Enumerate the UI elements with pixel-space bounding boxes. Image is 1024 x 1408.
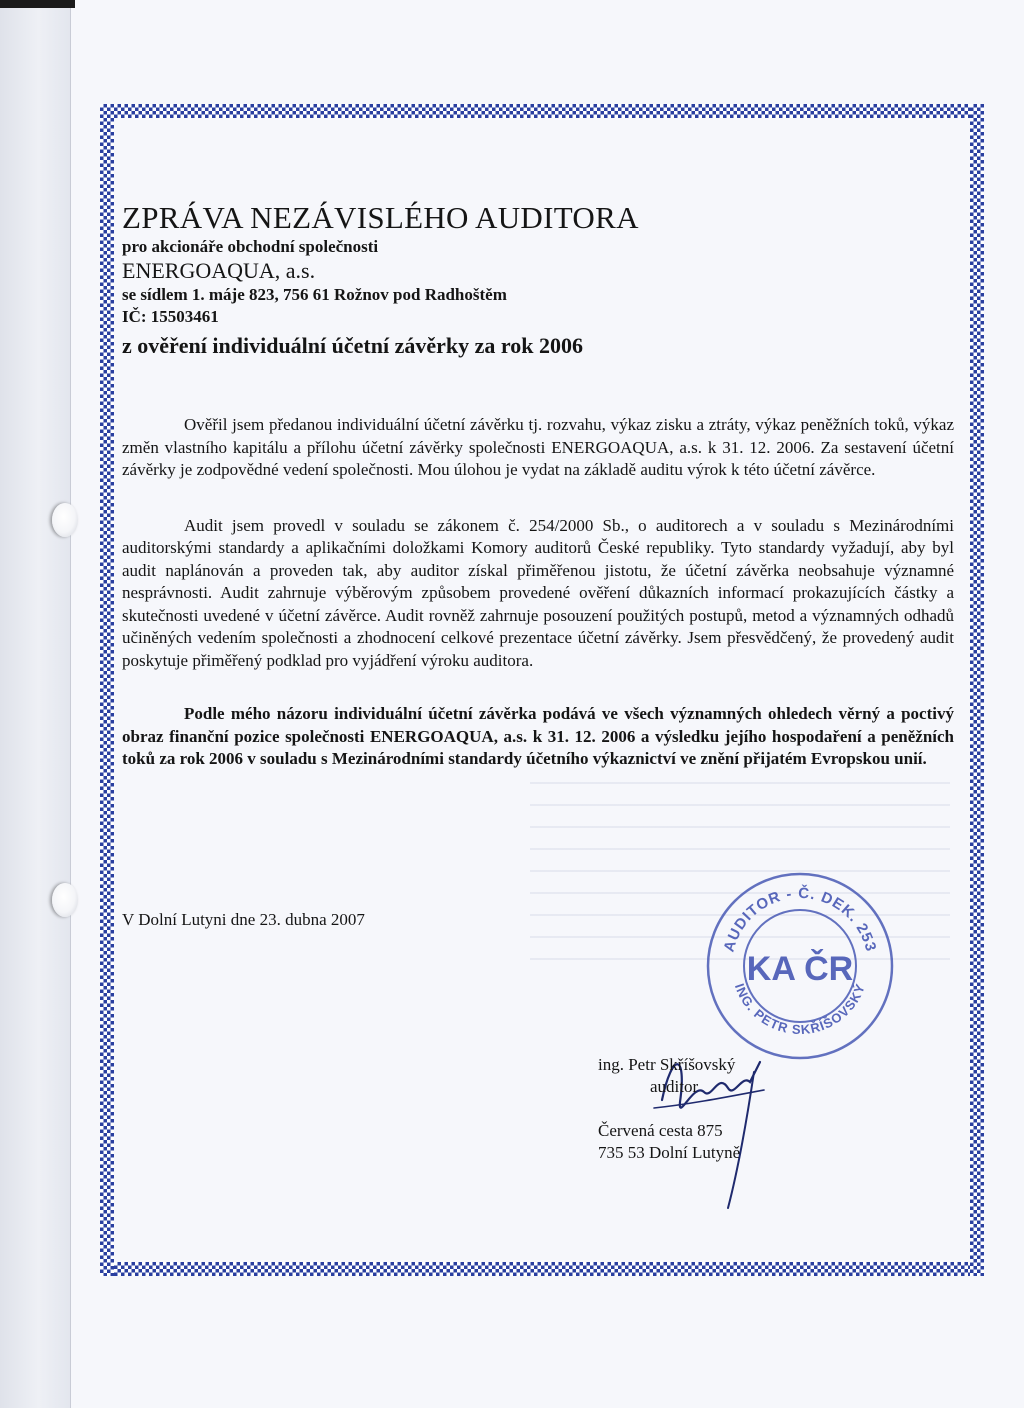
border-right <box>970 104 984 1276</box>
stamp-top-text: AUDITOR - Č. DEK. 253 <box>720 884 880 954</box>
border-left <box>100 104 114 1276</box>
paragraph-opinion: Podle mého názoru individuální účetní závěrka podává ve všech významných ohledech věrný a poctivý obraz finanční pozice společnosti ENERGOAQUA, a.s. k 31. 12. 2006 a výsledku jejího hospodaření a peněžních toků za rok 2006 v souladu s Mezinárodními standardy účetního výkaznictví ve znění přijatém Evropskou unií. <box>122 704 954 768</box>
recipient-line: pro akcionáře obchodní společnosti <box>122 237 379 256</box>
signatory-name: ing. Petr Skříšovský <box>598 1055 736 1074</box>
company-address: se sídlem 1. máje 823, 756 61 Rožnov pod Radhoštěm <box>122 285 507 304</box>
svg-text:AUDITOR - Č. DEK. 253 <box>721 884 880 954</box>
signature-block <box>598 1054 740 1164</box>
page-binding-edge <box>0 0 71 1408</box>
place-and-date: V Dolní Lutyni dne 23. dubna 2007 <box>122 910 365 929</box>
signatory-street: Červená cesta 875 <box>598 1121 723 1140</box>
border-bottom <box>100 1262 984 1276</box>
punch-hole <box>52 503 78 537</box>
report-subject: z ověření individuální účetní závěrky za rok 2006 <box>122 333 583 358</box>
company-ico: IČ: 15503461 <box>122 307 219 326</box>
signatory-city: 735 53 Dolní Lutyně <box>598 1143 741 1162</box>
signatory-role: auditor <box>650 1077 699 1096</box>
paragraph-scope: Ověřil jsem předanou individuální účetní závěrku tj. rozvahu, výkaz zisku a ztráty, výkaz peněžních toků, výkaz změn vlastního kapitálu a přílohu účetní závěrky společnosti ENERGOAQUA, a.s. k 31. 12. 2006. Za sestavení účetní závěrky je zodpovědné vedení společnosti. Mou úlohou je vydat na základě auditu výrok k této účetní závěrce. <box>122 415 954 479</box>
punch-hole <box>52 883 78 917</box>
stamp-logo: KA ČR <box>746 950 854 988</box>
company-name: ENERGOAQUA, a.s. <box>122 258 316 283</box>
report-title: ZPRÁVA NEZÁVISLÉHO AUDITORA <box>122 200 639 235</box>
border-top <box>100 104 984 118</box>
scan-edge-mark <box>0 0 75 8</box>
report-body <box>122 200 954 771</box>
paragraph-audit-basis: Audit jsem provedl v souladu se zákonem č. 254/2000 Sb., o auditorech a v souladu s Mezinárodními auditorskými standardy a aplikačními doložkami Komory auditorů České republiky. Tyto standardy vyžadují, aby byl audit naplánován a proveden tak, aby auditor získal přiměřenou jistotu, že účetní závěrka neobsahuje významné nesprávnosti. Audit zahrnuje výběrovým způsobem provedené ověření důkazních informací prokazujících částky a skutečnosti uvedené v účetní závěrce. Audit rovněž zahrnuje posouzení použitých postupů, metod a významných odhadů učiněných vedením společnosti a zhodnocení celkové prezentace účetní závěrky. Jsem přesvědčený, že provedený audit poskytuje přiměřený podklad pro vyjádření výroku auditora. <box>122 515 954 670</box>
stamp-bottom-text: ING. PETR SKŘÍŠOVSKÝ <box>731 981 869 1038</box>
